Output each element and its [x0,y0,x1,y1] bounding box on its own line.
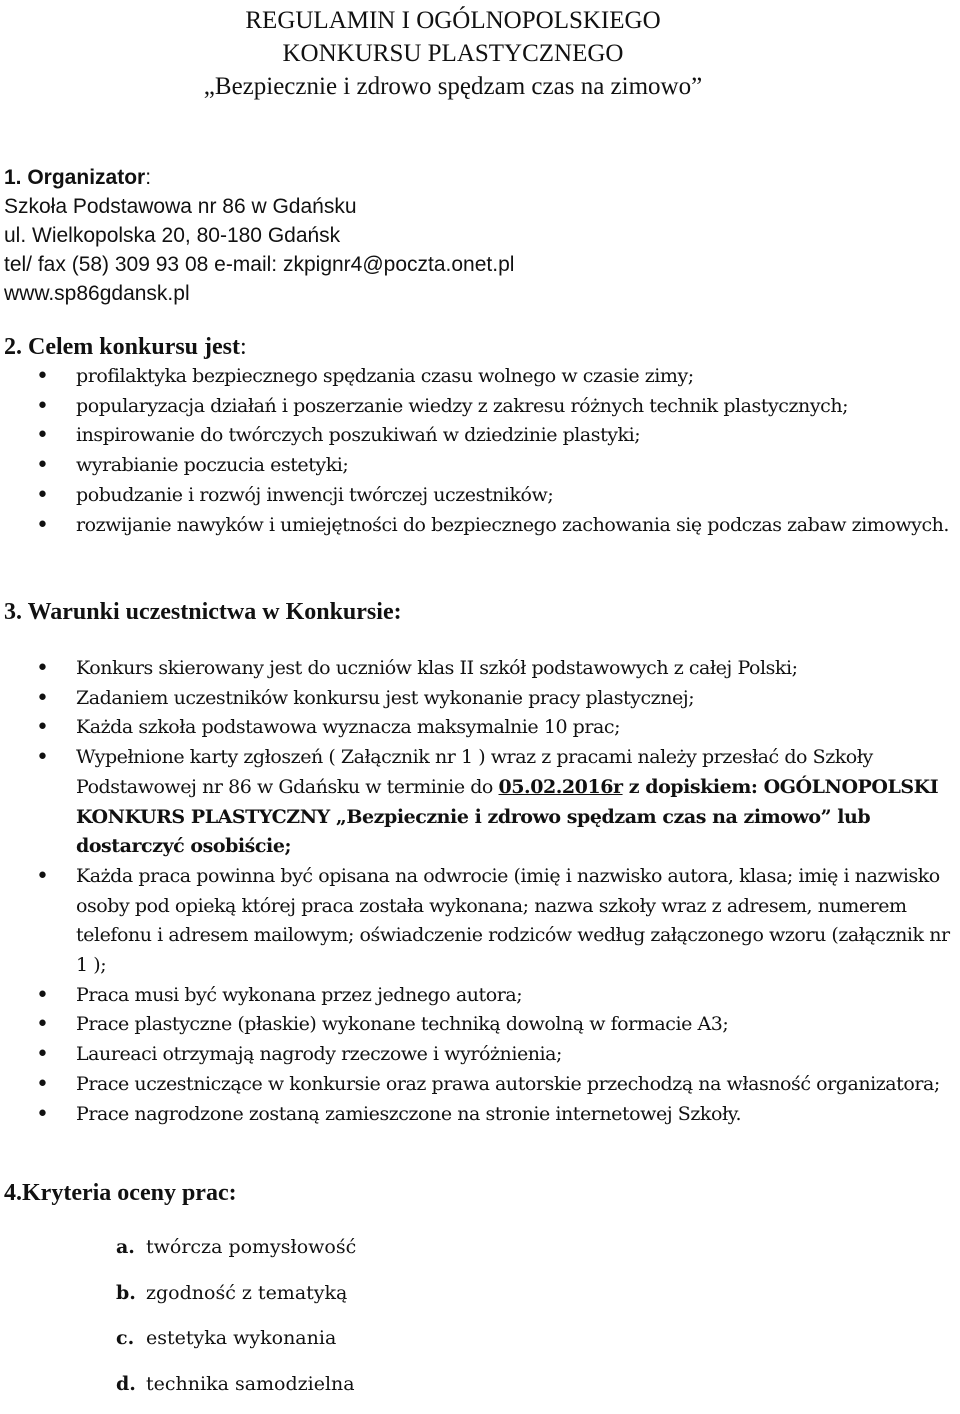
list-item: • Laureaci otrzymają nagrody rzeczowe i wyróżnienia; [0,1040,956,1070]
submission-deadline: 05.02.2016r [498,775,623,798]
list-item: • popularyzacja działań i poszerzanie wiedzy z zakresu różnych technik plastycznych; [0,392,956,422]
submission-note: z dopiskiem: OGÓLNOPOLSKI KONKURS PLASTYCZNY „Bezpiecznie i zdrowo spędzam czas na zimowo” lub dostarczyć osobiście; [76,775,939,858]
criteria-text: technika samodzielna [146,1372,355,1395]
list-item: • Każda praca powinna być opisana na odwrocie (imię i nazwisko autora, klasa; imię i nazwisko osoby pod opieką której praca została wykonana; nazwa szkoły wraz z adresem, numerem telefonu i adresem mailowym; oświadczenie rodziców według załączonego wzoru (załącznik nr 1 ); [0,862,956,981]
list-item [0,1232,356,1278]
document-title [0,4,906,103]
goals-list [0,362,956,540]
list-item: • Zadaniem uczestników konkursu jest wykonanie pracy plastycznej; [0,684,956,714]
list-item: • profilaktyka bezpiecznego spędzania czasu wolnego w czasie zimy; [0,362,956,392]
title-line-2: KONKURSU PLASTYCZNEGO [282,40,624,67]
list-item: • rozwijanie nawyków i umiejętności do bezpiecznego zachowania się podczas zabaw zimowych. [0,511,956,541]
goals-heading-row [4,332,247,362]
organizer-section [4,163,514,308]
list-item-submission [0,743,956,862]
criteria-letter: c. [116,1327,135,1350]
list-item: • wyrabianie poczucia estetyki; [0,451,956,481]
criteria-text: estetyka wykonania [146,1327,337,1350]
submission-text: Wypełnione karty zgłoszeń ( Załącznik nr 1 ) wraz z pracami należy przesłać do Szkoły Podstawowej nr 86 w Gdańsku w terminie do [76,746,873,798]
organizer-name: Szkoła Podstawowa nr 86 w Gdańsku [4,195,357,218]
criteria-letter: a. [116,1236,135,1258]
list-item: • Praca musi być wykonana przez jednego autora; [0,981,956,1011]
organizer-colon: : [145,166,152,189]
title-line-1: REGULAMIN I OGÓLNOPOLSKIEGO [245,7,661,34]
list-item [0,1278,356,1324]
criteria-heading: 4.Kryteria oceny prac: [4,1180,237,1206]
goals-colon: : [240,334,247,360]
list-item [0,1369,356,1414]
criteria-letter: b. [116,1281,136,1304]
conditions-heading: 3. Warunki uczestnictwa w Konkursie: [4,599,402,625]
organizer-website: www.sp86gdansk.pl [4,282,190,305]
criteria-text: twórcza pomysłowość [146,1236,357,1258]
list-item: • Prace nagrodzone zostaną zamieszczone na stronie internetowej Szkoły. [0,1100,956,1130]
criteria-letter: d. [116,1372,136,1395]
conditions-list [0,654,956,1129]
list-item: • Prace plastyczne (płaskie) wykonane techniką dowolną w formacie A3; [0,1010,956,1040]
list-item: • inspirowanie do twórczych poszukiwań w dziedzinie plastyki; [0,421,956,451]
organizer-contact: tel/ fax (58) 309 93 08 e-mail: zkpignr4@poczta.onet.pl [4,253,515,276]
criteria-text: zgodność z tematyką [146,1281,348,1304]
goals-heading: 2. Celem konkursu jest [4,334,241,360]
list-item [0,1323,356,1369]
list-item: • Konkurs skierowany jest do uczniów klas II szkół podstawowych z całej Polski; [0,654,956,684]
list-item: • Prace uczestniczące w konkursie oraz prawa autorskie przechodzą na własność organizatora; [0,1070,956,1100]
criteria-list [0,1232,356,1414]
organizer-heading: 1. Organizator [4,166,146,189]
list-item: • Każda szkoła podstawowa wyznacza maksymalnie 10 prac; [0,713,956,743]
organizer-address: ul. Wielkopolska 20, 80-180 Gdańsk [4,224,341,247]
list-item: • pobudzanie i rozwój inwencji twórczej uczestników; [0,481,956,511]
title-line-3: „Bezpiecznie i zdrowo spędzam czas na zimowo” [203,73,703,100]
